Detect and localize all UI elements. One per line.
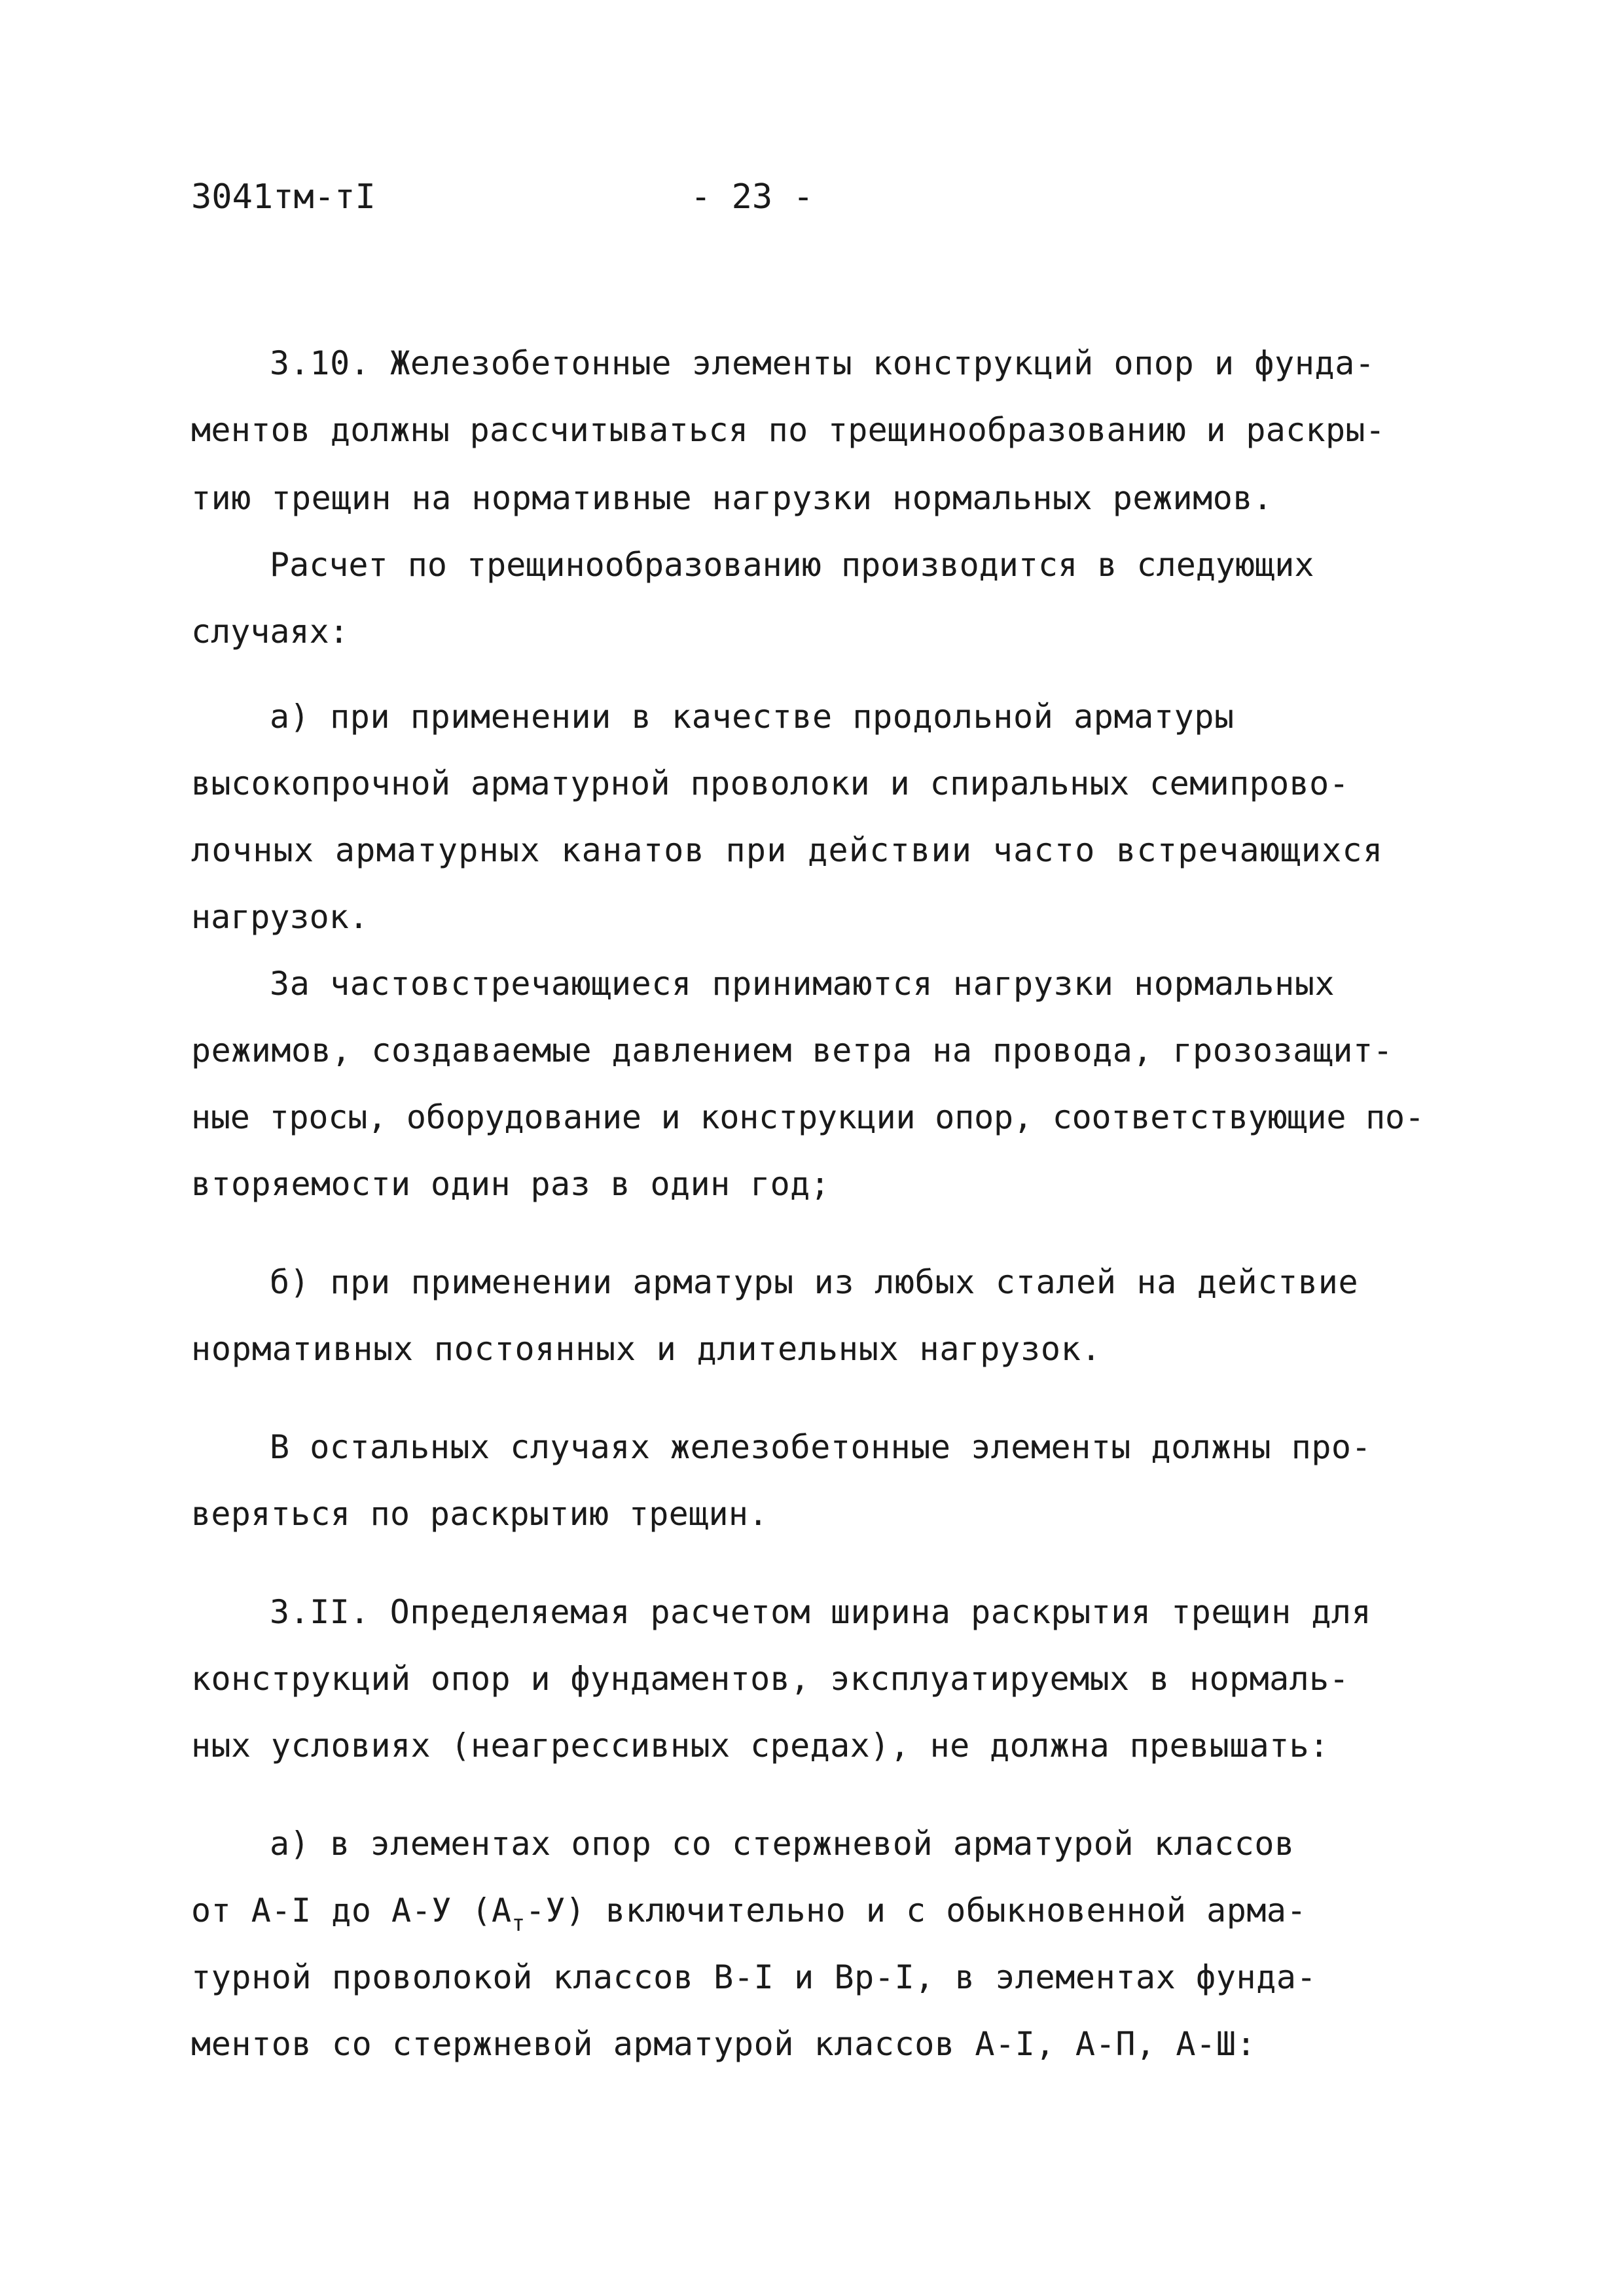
list-item-line: нормативных постоянных и длительных нагрузок. (191, 1330, 1102, 1368)
list-item-line: а) в элементах опор со стержневой арматурой классов (270, 1825, 1295, 1863)
list-item-line: высокопрочной арматурной проволоки и спиральных семипрово- (191, 764, 1350, 802)
list-item-line: ментов со стержневой арматурой классов А-I, А-П, А-Ш: (191, 2025, 1257, 2063)
list-item-line: нагрузок. (191, 898, 369, 936)
subscript: т (511, 1910, 526, 1937)
page-number: - 23 - (691, 177, 814, 217)
paragraph-line: В остальных случаях железобетонные элементы должны про- (270, 1428, 1372, 1466)
paragraph-line: За частовстречающиеся принимаются нагрузки нормальных (270, 965, 1335, 1003)
doc-code: 3041тм-тI (191, 177, 376, 217)
list-item-line: а) при применении в качестве продольной арматуры (270, 698, 1235, 736)
list-item-line (191, 1894, 1307, 1935)
paragraph-line: режимов, создаваемые давлением ветра на провода, грозозащит- (191, 1031, 1394, 1069)
line-part: -У) включительно и с обыкновенной арма- (525, 1892, 1307, 1929)
list-item-line: б) при применении арматуры из любых сталей на действие (270, 1263, 1359, 1301)
paragraph-line: тию трещин на нормативные нагрузки нормальных режимов. (191, 479, 1273, 517)
paragraph-line: ные тросы, оборудование и конструкции опор, соответствующие по- (191, 1098, 1424, 1136)
paragraph-line: случаях: (191, 613, 349, 651)
paragraph-line: Расчет по трещинообразованию производится в следующих (270, 546, 1314, 584)
list-item-line: лочных арматурных канатов при действии часто встречающихся (191, 831, 1384, 869)
paragraph-line: конструкций опор и фундаментов, эксплуатируемых в нормаль- (191, 1660, 1350, 1698)
line-part: от А-I до А-У (А (191, 1892, 512, 1929)
paragraph-line: вторяемости один раз в один год; (191, 1165, 831, 1203)
paragraph-line: ных условиях (неагрессивных средах), не должна превышать: (191, 1727, 1329, 1765)
paragraph-line: 3.II. Определяемая расчетом ширина раскрытия трещин для (270, 1593, 1372, 1631)
paragraph-line: веряться по раскрытию трещин. (191, 1495, 768, 1533)
paragraph-line: 3.10. Железобетонные элементы конструкций опор и фунда- (270, 344, 1375, 382)
paragraph-line: ментов должны рассчитываться по трещинообразованию и раскры- (191, 411, 1386, 449)
list-item-line: турной проволокой классов В-I и Вр-I, в элементах фунда- (191, 1958, 1317, 1996)
